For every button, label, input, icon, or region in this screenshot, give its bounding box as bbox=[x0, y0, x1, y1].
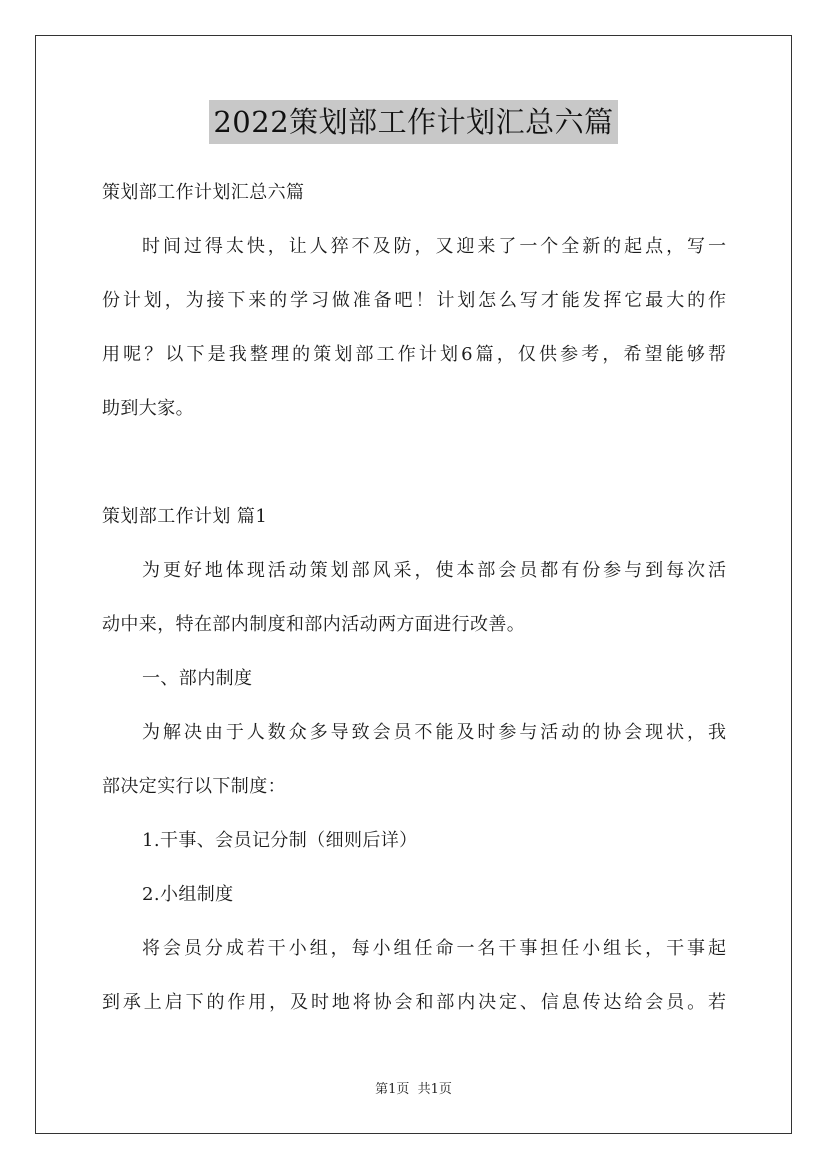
paragraph-line: 将会员分成若干小组，每小组任命一名干事担任小组长，干事起 bbox=[142, 938, 726, 959]
paragraph-line: 助到大家。 bbox=[102, 398, 194, 419]
list-item: 1.干事、会员记分制（细则后详） bbox=[142, 830, 418, 851]
paragraph-line: 为解决由于人数众多导致会员不能及时参与活动的协会现状，我 bbox=[142, 722, 726, 743]
title-container bbox=[0, 100, 827, 144]
paragraph-line: 时间过得太快，让人猝不及防，又迎来了一个全新的起点，写一 bbox=[142, 236, 726, 257]
paragraph-line: 部决定实行以下制度： bbox=[102, 776, 286, 797]
section-heading: 策划部工作计划 篇1 bbox=[102, 506, 268, 527]
paragraph-line: 为更好地体现活动策划部风采，使本部会员都有份参与到每次活 bbox=[142, 560, 726, 581]
page-footer bbox=[0, 1081, 827, 1099]
paragraph-line: 动中来，特在部内制度和部内活动两方面进行改善。 bbox=[102, 614, 526, 635]
subsection-heading: 一、部内制度 bbox=[142, 668, 253, 689]
paragraph-line: 用呢？以下是我整理的策划部工作计划6篇，仅供参考，希望能够帮 bbox=[102, 344, 726, 365]
page-total: 共1页 bbox=[417, 1082, 452, 1097]
page-number: 第1页 bbox=[375, 1082, 410, 1097]
paragraph-line: 到承上启下的作用，及时地将协会和部内决定、信息传达给会员。若 bbox=[102, 992, 726, 1013]
document-title: 2022策划部工作计划汇总六篇 bbox=[209, 100, 617, 144]
paragraph-line: 份计划，为接下来的学习做准备吧！计划怎么写才能发挥它最大的作 bbox=[102, 290, 726, 311]
list-item: 2.小组制度 bbox=[142, 884, 234, 905]
subtitle-line: 策划部工作计划汇总六篇 bbox=[102, 182, 305, 203]
